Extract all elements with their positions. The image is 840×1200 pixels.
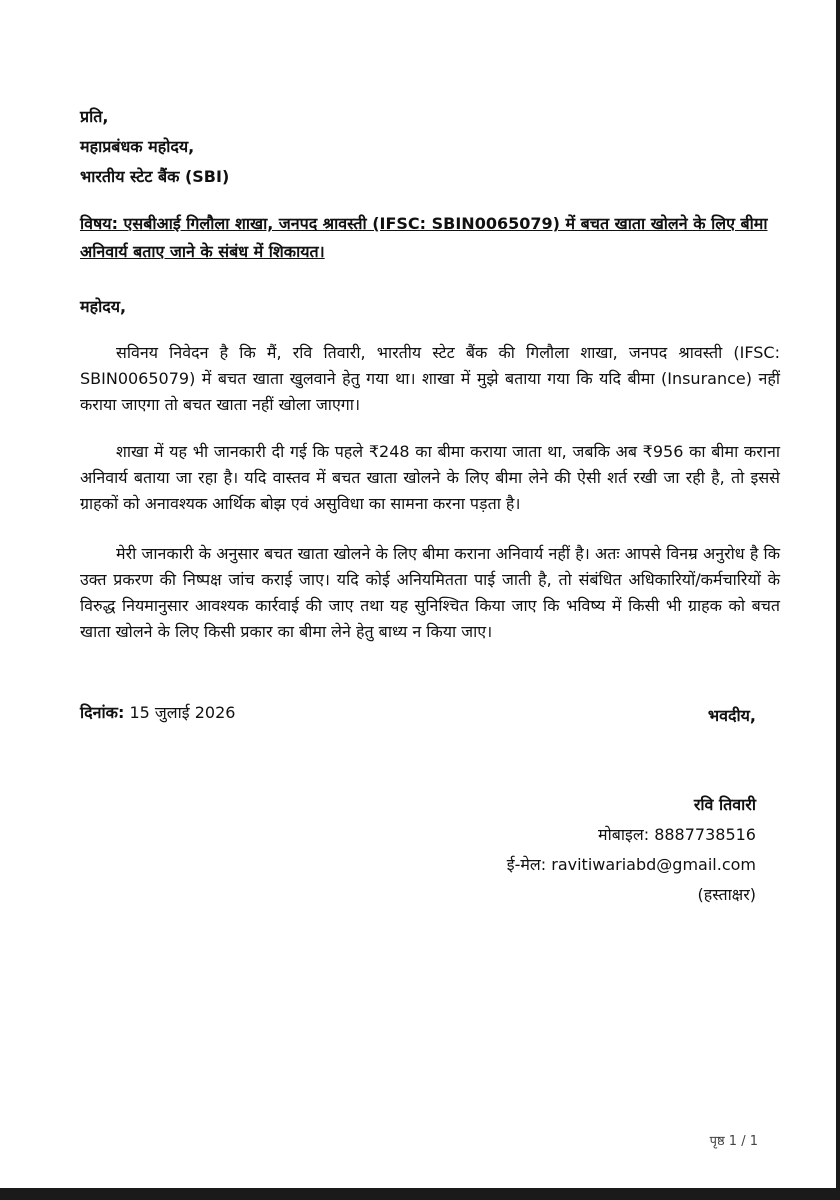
body-paragraph-2: शाखा में यह भी जानकारी दी गई कि पहले ₹248 का बीमा कराया जाता था, जबकि अब ₹956 का बीमा कराना अनिवार्य बताया जा रहा है। यदि वास्तव में बचत खाता खोलने के लिए बीमा लेने की ऐसी शर्त रखी जा रही है, तो इससे ग्राहकों को अनावश्यक आर्थिक बोझ एवं असुविधा का सामना करना पड़ता है। [80,442,780,513]
body-paragraph-3: मेरी जानकारी के अनुसार बचत खाता खोलने के लिए बीमा कराना अनिवार्य नहीं है। अतः आपसे विनम्र अनुरोध है कि उक्त प्रकरण की निष्पक्ष जांच कराई जाए। यदि कोई अनियमितता पाई जाती है, तो संबंधित अधिकारियों/कर्मचारियों के विरुद्ध नियमानुसार आवश्यक कार्रवाई की जाए तथा यह सुनिश्चित किया जाए कि भविष्य में किसी भी ग्राहक को बचत खाता खोलने के लिए किसी प्रकार का बीमा लेने हेतु बाध्य न किया जाए। [80,544,780,641]
recipient-block [80,102,780,192]
body-paragraph-1: सविनय निवेदन है कि मैं, रवि तिवारी, भारतीय स्टेट बैंक की गिलौला शाखा, जनपद श्रावस्ती (IFSC: SBIN0065079) में बचत खाता खुलवाने हेतु गया था। शाखा में मुझे बताया गया कि यदि बीमा (Insurance) नहीं कराया जाएगा तो बचत खाता नहीं खोला जाएगा। [80,343,780,414]
sender-name: रवि तिवारी [693,795,756,814]
signature-block [507,790,756,910]
sender-email: ई-मेल: ravitiwariabd@gmail.com [506,855,756,874]
page-number: पृष्ठ 1 / 1 [709,1134,758,1149]
signature-placeholder: (हस्ताक्षर) [697,885,756,904]
recipient-to: प्रति, [80,107,109,126]
salutation: महोदय, [80,297,127,316]
date-value: 15 जुलाई 2026 [129,703,236,722]
date-line [80,701,235,723]
recipient-bank: भारतीय स्टेट बैंक (SBI) [80,167,230,186]
closing-text: भवदीय, [707,706,756,725]
recipient-designation: महाप्रबंधक महोदय, [80,137,195,156]
date-label: दिनांक: [80,703,125,722]
subject-line: विषय: एसबीआई गिलौला शाखा, जनपद श्रावस्ती (IFSC: SBIN0065079) में बचत खाता खोलने के लिए बीमा अनिवार्य बताए जाने के संबंध में शिकायत। [80,214,768,261]
sender-mobile: मोबाइल: 8887738516 [598,825,756,844]
